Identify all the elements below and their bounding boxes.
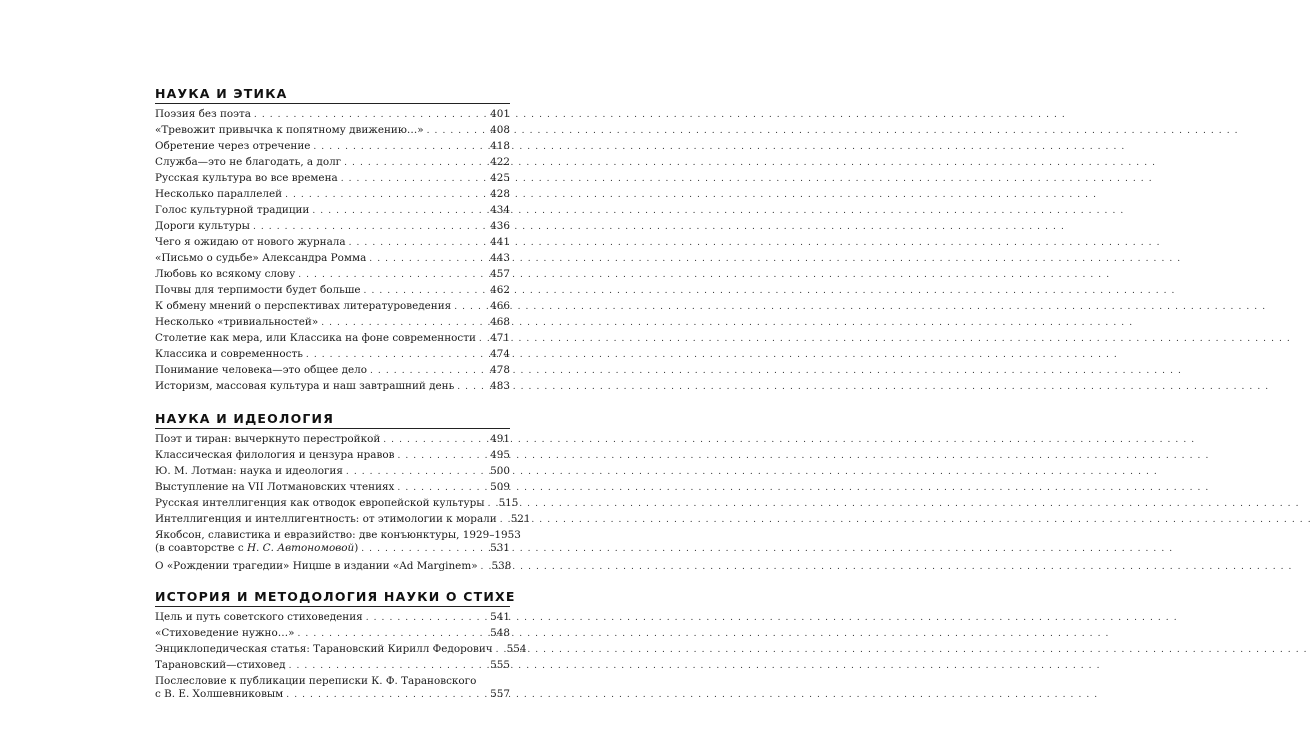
entry-line [155, 348, 510, 362]
entry-title: Поэт и тиран: вычеркнуто перестройкой [155, 433, 381, 445]
page-number: 557 [490, 688, 510, 700]
entry-line [155, 542, 510, 556]
entry-line [155, 659, 510, 673]
toc-entry[interactable] [155, 611, 510, 625]
table-of-contents [0, 0, 600, 750]
toc-entry[interactable] [155, 156, 510, 170]
dot-leader [488, 498, 496, 511]
entry-line [155, 611, 510, 625]
entry-title: Понимание человека—это общее дело [155, 364, 368, 376]
page-number: 468 [490, 316, 510, 328]
toc-entry[interactable] [155, 316, 510, 330]
page-number: 478 [490, 364, 510, 376]
toc-entry[interactable] [155, 560, 510, 574]
toc-entry[interactable] [155, 659, 510, 673]
page-number: 531 [490, 542, 510, 554]
entry-title: Несколько параллелей [155, 188, 283, 200]
entry-line [155, 236, 510, 250]
toc-entry[interactable] [155, 643, 527, 657]
page-number: 474 [490, 348, 510, 360]
entry-title: Тарановский—стиховед [155, 659, 286, 671]
toc-entry[interactable] [155, 108, 510, 122]
entry-line [155, 380, 510, 394]
dot-leader [457, 381, 487, 394]
dot-leader [500, 514, 508, 527]
toc-entry[interactable] [155, 140, 510, 154]
dot-leader [254, 109, 487, 122]
entry-line [155, 643, 527, 657]
entry-line [155, 481, 510, 495]
entry-title: Служба—это не благодать, а долг [155, 156, 342, 168]
entry-line [155, 156, 510, 170]
toc-entry[interactable] [155, 172, 510, 186]
toc-entry[interactable] [155, 348, 510, 362]
page-number: 422 [490, 156, 510, 168]
entry-title: Столетие как мера, или Классика на фоне современности [155, 332, 476, 344]
page-number: 418 [490, 140, 510, 152]
entry-title: Обретение через отречение [155, 140, 311, 152]
section-heading: ИСТОРИЯ И МЕТОДОЛОГИЯ НАУКИ О СТИХЕ [155, 589, 516, 604]
entry-title: Голос культурной традиции [155, 204, 310, 216]
dot-leader [383, 434, 487, 447]
section-heading: НАУКА И ЭТИКА [155, 86, 288, 101]
entry-title: Выступление на VII Лотмановских чтениях [155, 481, 395, 493]
dot-leader [253, 221, 487, 234]
toc-entry[interactable] [155, 481, 510, 495]
entry-line [155, 108, 510, 122]
entry-title: «Стиховедение нужно…» [155, 627, 295, 639]
entry-line [155, 465, 510, 479]
dot-leader [286, 689, 487, 702]
dot-leader [306, 349, 487, 362]
dot-leader [349, 237, 488, 250]
entry-title: Поэзия без поэта [155, 108, 251, 120]
page-number: 441 [490, 236, 510, 248]
entry-line [155, 513, 531, 527]
entry-title-continued: с В. Е. Холшевниковым [155, 688, 284, 700]
entry-title: Интеллигенция и интеллигентность: от этимологии к морали [155, 513, 497, 525]
entry-title: Чего я ожидаю от нового журнала [155, 236, 346, 248]
page-number: 436 [490, 220, 510, 232]
entry-title: Якобсон, славистика и евразийство: две конъюнктуры, 1929–1953 [155, 529, 521, 541]
toc-entry[interactable] [155, 252, 510, 266]
entry-line [155, 284, 510, 298]
entry-title: К обмену мнений о перспективах литературоведения [155, 300, 452, 312]
page-number: 434 [490, 204, 510, 216]
toc-entry[interactable] [155, 284, 510, 298]
page-number: 483 [490, 380, 510, 392]
entry-line [155, 220, 510, 234]
dot-leader [479, 333, 487, 346]
toc-entry[interactable] [155, 300, 510, 314]
entry-line [155, 433, 510, 447]
dot-leader [285, 189, 487, 202]
dot-leader [313, 141, 487, 154]
coauthor-name: Н. С. Автономовой [246, 542, 355, 554]
entry-line [155, 316, 510, 330]
page-number: 555 [490, 659, 510, 671]
page-number: 541 [490, 611, 510, 623]
page-number: 443 [490, 252, 510, 264]
page-number: 554 [506, 643, 527, 655]
page-number: 428 [490, 188, 510, 200]
page-number: 495 [490, 449, 510, 461]
dot-leader [496, 644, 504, 657]
dot-leader [346, 466, 487, 479]
dot-leader [297, 628, 487, 641]
entry-title: Послесловие к публикации переписки К. Ф. Тарановского [155, 675, 477, 687]
entry-line [155, 332, 510, 346]
toc-entry[interactable] [155, 433, 510, 447]
entry-title: «Тревожит привычка к попятному движению…» [155, 124, 424, 136]
page-number: 401 [490, 108, 510, 120]
dot-leader [366, 612, 487, 625]
entry-title: Классика и современность [155, 348, 303, 360]
section-divider [155, 606, 510, 607]
entry-line [155, 140, 510, 154]
entry-title: Русская культура во все времена [155, 172, 338, 184]
dot-leader [321, 317, 487, 330]
page-number: 471 [490, 332, 510, 344]
entry-title: Энциклопедическая статья: Тарановский Кирилл Федорович [155, 643, 493, 655]
dot-leader [289, 660, 488, 673]
page-number: 515 [498, 497, 519, 509]
entry-line [155, 300, 510, 314]
toc-entry[interactable] [155, 529, 521, 556]
section-divider [155, 428, 510, 429]
dot-leader [312, 205, 487, 218]
dot-leader [364, 285, 488, 298]
entry-title: Историзм, массовая культура и наш завтрашний день [155, 380, 455, 392]
toc-entry[interactable] [155, 513, 531, 527]
toc-entry[interactable] [155, 236, 510, 250]
page-number: 500 [490, 465, 510, 477]
toc-entry[interactable] [155, 220, 510, 234]
toc-entry[interactable] [155, 124, 510, 138]
page-number: 491 [490, 433, 510, 445]
toc-entry[interactable] [155, 465, 510, 479]
dot-leader [481, 561, 489, 574]
entry-line [155, 268, 510, 282]
toc-entry[interactable] [155, 188, 510, 202]
coauthor-suffix: ) [354, 542, 359, 554]
entry-title: Почвы для терпимости будет больше [155, 284, 361, 296]
dot-leader [344, 157, 487, 170]
coauthor-prefix: (в соавторстве с [155, 542, 247, 554]
dot-leader [370, 365, 487, 378]
dot-leader [427, 125, 488, 138]
page-number: 509 [490, 481, 510, 493]
toc-entry[interactable] [155, 332, 510, 346]
page-number: 521 [510, 513, 531, 525]
dot-leader [369, 253, 487, 266]
entry-title: Дороги культуры [155, 220, 250, 232]
toc-entry[interactable] [155, 268, 510, 282]
entry-title: О «Рождении трагедии» Ницше в издании «Ad Marginem» [155, 560, 478, 572]
entry-title: Любовь ко всякому слову [155, 268, 296, 280]
section-divider [155, 103, 510, 104]
entry-title: Несколько «тривиальностей» [155, 316, 319, 328]
dot-leader [298, 269, 487, 282]
entry-line [155, 560, 510, 574]
dot-leader [397, 482, 487, 495]
page-number: 548 [490, 627, 510, 639]
page-number: 462 [490, 284, 510, 296]
toc-entry[interactable] [155, 380, 510, 394]
dot-leader [341, 173, 487, 186]
entry-line [155, 188, 510, 202]
entry-line [155, 252, 510, 266]
entry-title: Классическая филология и цензура нравов [155, 449, 395, 461]
entry-line [155, 124, 510, 138]
entry-title: Русская интеллигенция как отводок европейской культуры [155, 497, 485, 509]
entry-line [155, 627, 510, 641]
entry-line [155, 449, 510, 463]
page-number: 425 [490, 172, 510, 184]
entry-line [155, 364, 510, 378]
page-number: 538 [491, 560, 512, 572]
toc-entry[interactable] [155, 675, 510, 702]
entry-line [155, 688, 510, 702]
entry-title: «Письмо о судьбе» Александра Ромма [155, 252, 367, 264]
toc-entry[interactable] [155, 204, 510, 218]
toc-entry[interactable] [155, 627, 510, 641]
entry-title-continued [155, 542, 358, 555]
entry-title: Цель и путь советского стиховедения [155, 611, 363, 623]
entry-line [155, 172, 510, 186]
page-number: 466 [490, 300, 510, 312]
entry-title: Ю. М. Лотман: наука и идеология [155, 465, 343, 477]
dot-leader [397, 450, 487, 463]
page-number: 408 [490, 124, 510, 136]
dot-leader [454, 301, 487, 314]
dot-leader [361, 543, 487, 556]
toc-entry[interactable] [155, 449, 510, 463]
entry-line [155, 204, 510, 218]
toc-entry[interactable] [155, 497, 519, 511]
toc-entry[interactable] [155, 364, 510, 378]
page-number: 457 [490, 268, 510, 280]
entry-line [155, 497, 519, 511]
section-heading: НАУКА И ИДЕОЛОГИЯ [155, 411, 335, 426]
